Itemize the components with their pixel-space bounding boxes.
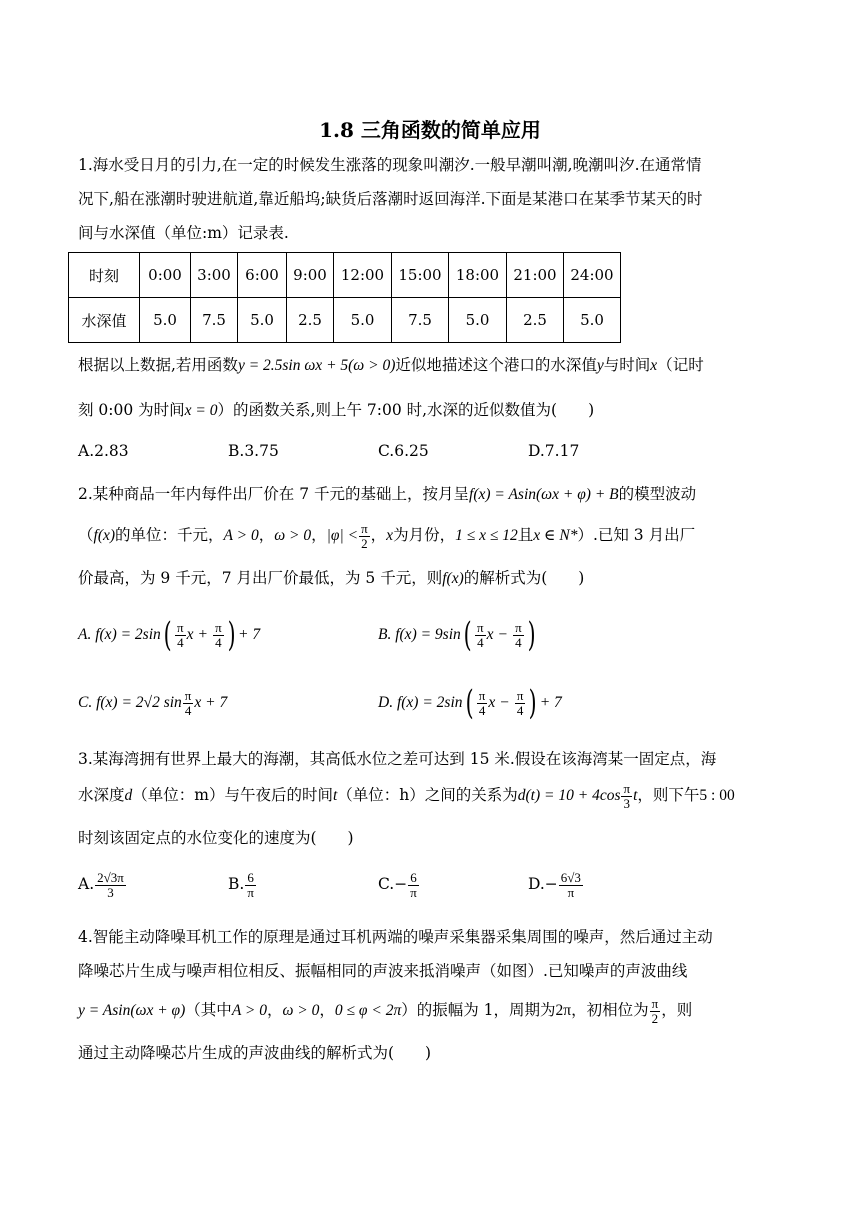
table-cell: 12:00 <box>334 253 392 298</box>
option-letter: C.− <box>378 875 408 893</box>
text-span: ， <box>370 526 387 544</box>
q2-option-c <box>78 680 227 724</box>
denominator: π <box>567 884 575 900</box>
math-formula: x = 0 <box>184 402 218 419</box>
denominator: 4 <box>516 702 524 718</box>
q3-line-2 <box>78 775 735 815</box>
math-formula: 0 ≤ φ < 2π <box>334 1002 402 1019</box>
numerator: π <box>478 687 486 703</box>
denominator: 4 <box>515 634 522 650</box>
math-var: t <box>332 787 338 804</box>
text-span: （单位：h）之间的关系为 <box>337 786 518 804</box>
math-var: x <box>488 694 496 711</box>
table-cell: 24:00 <box>564 253 621 298</box>
denominator: π <box>247 884 254 900</box>
table-cell: 21:00 <box>507 253 564 298</box>
denominator: 2 <box>361 535 368 551</box>
q4-line-4: 通过主动降噪芯片生成的声波曲线的解析式为( ) <box>78 1044 432 1062</box>
math-formula: 5 : 00 <box>699 787 735 804</box>
page-title: 1.8 三角函数的简单应用 <box>319 118 541 142</box>
fraction <box>559 871 583 900</box>
math-var: t <box>633 787 638 804</box>
q1-line-2: 况下,船在涨潮时驶进航道,靠近船坞;缺货后落潮时返回海洋.下面是某港口在某季节某天的时 <box>78 190 703 208</box>
q1-line-4 <box>78 354 704 377</box>
option-letter: D.− <box>528 875 558 893</box>
math-formula: |φ| < <box>326 527 359 544</box>
math-op: − <box>498 626 508 643</box>
math-formula: ω > 0 <box>274 527 312 544</box>
math-formula: A > 0 <box>223 527 259 544</box>
math-formula: 1 ≤ x ≤ 12 <box>455 527 518 544</box>
numerator: π <box>215 619 222 635</box>
text-span: ）的函数关系,则上午 7:00 时,水深的近似数值为( ) <box>217 401 595 419</box>
text-span: ）.已知 3 月出厂 <box>577 526 696 544</box>
text-span: ，初相位为 <box>571 1001 649 1019</box>
text-span: （单位：m）与午夜后的时间 <box>132 786 333 804</box>
math-var: x <box>386 527 394 544</box>
q3-option-b <box>228 862 257 906</box>
text-span: 的模型波动 <box>618 485 697 503</box>
text-span: ，则 <box>661 1001 693 1019</box>
q1-line-3: 间与水深值（单位:m）记录表. <box>78 224 289 242</box>
right-paren: ) <box>527 615 536 655</box>
numerator: π <box>515 619 522 635</box>
table-cell: 5.0 <box>140 298 191 343</box>
q2-option-d <box>378 680 562 724</box>
text-span: ， <box>311 526 327 544</box>
q2-line-3 <box>78 567 584 590</box>
option-letter: B. <box>228 875 245 893</box>
table-cell: 时刻 <box>69 253 140 298</box>
math-formula: + 7 <box>237 626 261 643</box>
q2-line-2 <box>78 515 695 555</box>
denominator: 3 <box>107 884 114 900</box>
math-op: + <box>198 626 208 643</box>
right-paren: ) <box>227 615 236 655</box>
q3-line-1: 3.某海湾拥有世界上最大的海潮，其高低水位之差可达到 15 米.假设在该海湾某一固定点，海 <box>78 750 717 768</box>
q3-option-a <box>78 862 127 906</box>
fraction <box>213 621 224 650</box>
text-span: 价最高，为 9 千元，7 月出厂价最低，为 5 千元，则 <box>78 569 443 587</box>
table-cell: 7.5 <box>392 298 449 343</box>
text-span: 的解析式为( ) <box>463 569 585 587</box>
fraction <box>183 689 194 718</box>
q1-option-b: B.3.75 <box>228 442 279 460</box>
table-cell: 水深值 <box>69 298 140 343</box>
table-cell: 0:00 <box>140 253 191 298</box>
text-span: 水深度 <box>78 786 125 804</box>
left-paren: ( <box>465 683 474 723</box>
numerator: π <box>623 780 631 796</box>
math-formula: A > 0 <box>231 1002 267 1019</box>
q1-option-c: C.6.25 <box>378 442 429 460</box>
table-cell: 5.0 <box>449 298 507 343</box>
text-span: （记时 <box>657 356 704 374</box>
math-formula: y = 2.5sin ωx + 5(ω > 0) <box>237 357 396 374</box>
numerator: 6√3 <box>560 869 581 885</box>
numerator: π <box>516 687 524 703</box>
table-cell: 5.0 <box>564 298 621 343</box>
q4-line-2: 降噪芯片生成与噪声相位相反、振幅相同的声波来抵消噪声（如图）.已知噪声的声波曲线 <box>78 962 688 980</box>
q3-option-d <box>528 862 584 906</box>
table-cell: 9:00 <box>287 253 334 298</box>
math-formula: + 7 <box>539 694 562 711</box>
fraction <box>475 621 486 650</box>
fraction <box>359 522 370 551</box>
math-formula: A. f(x) = 2sin <box>78 626 161 643</box>
table-row <box>69 298 621 343</box>
math-formula: f(x) <box>442 570 464 587</box>
q1-line-5 <box>78 399 594 422</box>
numerator: π <box>361 520 368 536</box>
denominator: 2 <box>651 1010 659 1026</box>
table-cell: 2.5 <box>287 298 334 343</box>
math-var: d <box>124 787 133 804</box>
text-span: 且 <box>517 526 534 544</box>
left-paren: ( <box>463 615 472 655</box>
right-paren: ) <box>529 683 538 723</box>
denominator: 4 <box>477 634 484 650</box>
fraction <box>95 871 126 900</box>
text-span: ，则下午 <box>637 786 700 804</box>
table-cell: 5.0 <box>334 298 392 343</box>
fraction <box>650 997 661 1026</box>
text-span: 的单位：千元， <box>115 526 224 544</box>
q2-option-b <box>378 612 538 656</box>
fraction <box>477 689 488 718</box>
text-span: ， <box>266 1001 283 1019</box>
numerator: π <box>477 619 484 635</box>
numerator: π <box>184 687 192 703</box>
fraction <box>175 621 186 650</box>
numerator: π <box>651 995 659 1011</box>
denominator: 4 <box>215 634 222 650</box>
table-cell: 5.0 <box>238 298 287 343</box>
q3-option-c <box>378 862 420 906</box>
text-span: ， <box>258 526 275 544</box>
option-letter: A. <box>78 875 95 893</box>
math-var: y <box>596 357 604 374</box>
q4-line-1: 4.智能主动降噪耳机工作的原理是通过耳机两端的噪声采集器采集周围的噪声，然后通过主动 <box>78 928 713 946</box>
text-span: （ <box>78 526 94 544</box>
text-span: 为月份， <box>393 526 456 544</box>
table-cell: 18:00 <box>449 253 507 298</box>
fraction <box>621 782 632 811</box>
table-cell: 3:00 <box>191 253 238 298</box>
fraction <box>245 871 256 900</box>
table-cell: 7.5 <box>191 298 238 343</box>
math-formula: C. f(x) = 2√2 sin <box>78 694 182 711</box>
denominator: 4 <box>184 702 192 718</box>
fraction <box>513 621 524 650</box>
text-span: 与时间 <box>603 356 651 374</box>
table-cell: 2.5 <box>507 298 564 343</box>
math-formula: f(x) = Asin(ωx + φ) + B <box>469 486 619 503</box>
math-op: − <box>500 694 509 711</box>
q1-option-d: D.7.17 <box>528 442 580 460</box>
q1-line-1: 1.海水受日月的引力,在一定的时候发生涨落的现象叫潮汐.一般早潮叫潮,晚潮叫汐.在通常情 <box>78 156 702 174</box>
math-formula: x + 7 <box>194 694 228 711</box>
table-row <box>69 253 621 298</box>
text-span: ， <box>319 1001 335 1019</box>
q2-line-1 <box>78 483 696 506</box>
denominator: 3 <box>623 795 631 811</box>
text-span: 刻 0:00 为时间 <box>78 401 185 419</box>
math-formula: B. f(x) = 9sin <box>378 626 461 643</box>
math-var: x <box>650 357 658 374</box>
fraction <box>515 689 526 718</box>
math-formula: ω > 0 <box>282 1002 320 1019</box>
q1-option-a: A.2.83 <box>78 442 129 460</box>
math-formula: f(x) <box>93 527 116 544</box>
numerator: 6 <box>408 871 419 886</box>
numerator: 2√3π <box>97 869 124 885</box>
math-var: x <box>486 626 494 643</box>
fraction <box>408 871 419 900</box>
math-formula: D. f(x) = 2sin <box>378 694 463 711</box>
text-span: 根据以上数据,若用函数 <box>78 356 238 374</box>
q4-line-3 <box>78 990 692 1030</box>
q2-option-a <box>78 612 260 656</box>
numerator: 6 <box>245 871 256 886</box>
math-formula: d(t) = 10 + 4cos <box>517 787 621 804</box>
table-cell: 15:00 <box>392 253 449 298</box>
numerator: π <box>177 619 184 635</box>
denominator: 4 <box>478 702 486 718</box>
math-formula: 2π <box>555 1002 572 1019</box>
table-cell: 6:00 <box>238 253 287 298</box>
text-span: 2.某种商品一年内每件出厂价在 7 千元的基础上，按月呈 <box>78 485 470 503</box>
q3-line-3: 时刻该固定点的水位变化的速度为( ) <box>78 829 354 847</box>
text-span: （其中 <box>185 1001 232 1019</box>
text-span: ）的振幅为 1，周期为 <box>401 1001 556 1019</box>
math-formula: x ∈ N* <box>533 527 578 544</box>
text-span: 近似地描述这个港口的水深值 <box>395 356 597 374</box>
denominator: 4 <box>177 634 184 650</box>
math-var: x <box>186 626 194 643</box>
left-paren: ( <box>163 615 172 655</box>
tide-table <box>68 252 621 343</box>
denominator: π <box>410 884 417 900</box>
math-formula: y = Asin(ωx + φ) <box>78 1002 186 1019</box>
